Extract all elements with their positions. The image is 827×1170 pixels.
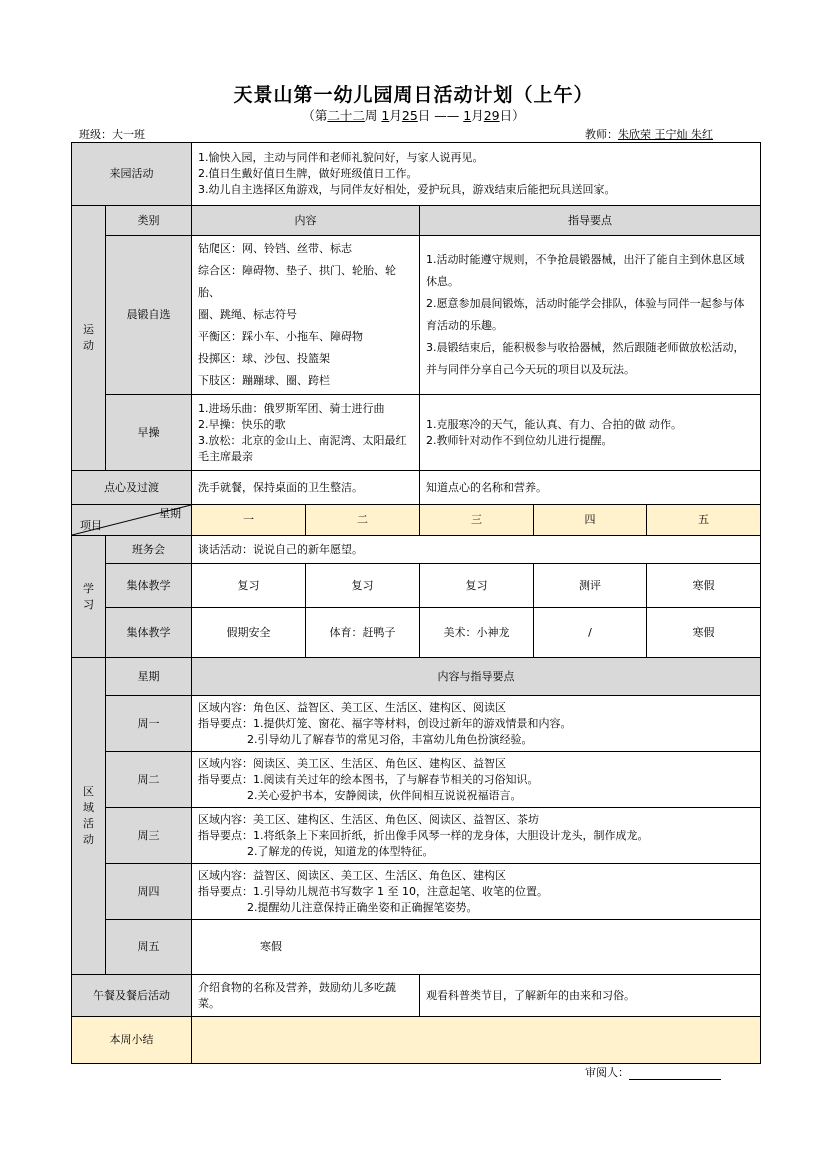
exercise-label: 早操 (106, 395, 192, 471)
area-day-row (72, 864, 761, 920)
snack-points: 知道点心的名称和营养。 (420, 471, 761, 505)
exercise-row (72, 395, 761, 471)
area-friday-label: 周五 (106, 920, 192, 975)
weekly-plan-table (71, 142, 761, 1064)
item-label: 项目 (80, 519, 102, 532)
lunch-points: 观看科普类节目，了解新年的由来和习俗。 (420, 975, 761, 1017)
class-meeting-row (72, 536, 761, 564)
group-teaching-label: 集体教学 (106, 564, 192, 608)
exercise-points: 1.克服寒冷的天气，能认真、有力、合拍的做 动作。 2.教师针对动作不到位幼儿进行提醒。 (420, 395, 761, 471)
reviewer-label: 审阅人： (585, 1066, 629, 1079)
area-friday-content: 寒假 (192, 920, 761, 975)
area-content-header: 内容与指导要点 (192, 658, 761, 696)
arrival-label: 来园活动 (72, 143, 192, 206)
content-header: 内容 (192, 206, 420, 236)
group1-cell: 复习 (420, 564, 534, 608)
exercise-content: 1.进场乐曲：俄罗斯军团、骑士进行曲 2.早操：快乐的歌 3.放松：北京的金山上、南泥湾、太阳最红毛主席最亲 (192, 395, 420, 471)
area-day-label: 周四 (106, 864, 192, 920)
class-meeting-label: 班务会 (106, 536, 192, 564)
area-day-content: 区域内容：益智区、阅读区、美工区、生活区、角色区、建构区 指导要点：1.引导幼儿规范书写数字 1 至 10，注意起笔、收笔的位置。 2.提醒幼儿注意保持正确坐姿和正确握笔姿势。 (192, 864, 761, 920)
group2-cell: / (534, 608, 647, 658)
morning-label: 晨锻自选 (106, 236, 192, 395)
day-friday: 五 (647, 505, 761, 536)
morning-exercise-row (72, 236, 761, 395)
area-day-label: 周二 (106, 752, 192, 808)
area-day-row (72, 808, 761, 864)
area-day-label: 周一 (106, 696, 192, 752)
reviewer-signature (585, 1064, 721, 1080)
group2-cell: 美术：小神龙 (420, 608, 534, 658)
points-header: 指导要点 (420, 206, 761, 236)
sports-header-row (72, 206, 761, 236)
group-teaching-row-1 (72, 564, 761, 608)
arrival-row (72, 143, 761, 206)
area-day-content: 区域内容：阅读区、美工区、生活区、角色区、建构区、益智区 指导要点：1.阅读有关过年的绘本图书，了与解春节相关的习俗知识。 2.关心爱护书本，安静阅读，伙伴间相互说说祝福语言。 (192, 752, 761, 808)
category-header: 类别 (106, 206, 192, 236)
sports-label: 运动 (72, 206, 106, 471)
day-wednesday: 三 (420, 505, 534, 536)
group2-cell: 假期安全 (192, 608, 306, 658)
week-item-diagonal-header (72, 505, 192, 536)
area-header-row (72, 658, 761, 696)
reviewer-line (629, 1068, 721, 1080)
morning-points: 1.活动时能遵守规则，不争抢晨锻器械，出汗了能自主到休息区域休息。 2.愿意参加晨间锻炼，活动时能学会排队，体验与同伴一起参与体育活动的乐趣。 3.晨锻结束后，能积极参与收拾器械，然后跟随老师做放松活动，并与同伴分享自己今天玩的项目以及玩法。 (420, 236, 761, 395)
summary-content (192, 1017, 761, 1064)
lunch-row (72, 975, 761, 1017)
area-week-header: 星期 (106, 658, 192, 696)
morning-content: 钻爬区：网、铃铛、丝带、标志 综合区：障碍物、垫子、拱门、轮胎、轮胎、 圈、跳绳、标志符号 平衡区：踩小车、小拖车、障碍物 投掷区：球、沙包、投篮架 下肢区：蹦蹦球、圈、跨栏 (192, 236, 420, 395)
group1-cell: 复习 (192, 564, 306, 608)
area-friday-row (72, 920, 761, 975)
study-label: 学习 (72, 536, 106, 658)
snack-row (72, 471, 761, 505)
area-day-row (72, 752, 761, 808)
area-day-row (72, 696, 761, 752)
group1-cell: 寒假 (647, 564, 761, 608)
class-meeting-content: 谈话活动：说说自己的新年愿望。 (192, 536, 761, 564)
date-range: （第二十二周 1月25日 —— 1月29日） (302, 108, 525, 123)
page-title: 天景山第一幼儿园周日活动计划（上午） (233, 84, 594, 106)
group2-cell: 体育：赶鸭子 (306, 608, 420, 658)
day-monday: 一 (192, 505, 306, 536)
weekday-header-row (72, 505, 761, 536)
class-value: 大一班 (112, 126, 198, 143)
group-teaching-row-2 (72, 608, 761, 658)
summary-label: 本周小结 (72, 1017, 192, 1064)
snack-label: 点心及过渡 (72, 471, 192, 505)
area-label: 区域活动 (72, 658, 106, 975)
teacher-info: 教师：朱欣荣 王宁灿 朱红 (585, 128, 713, 141)
lunch-label: 午餐及餐后活动 (72, 975, 192, 1017)
group2-cell: 寒假 (647, 608, 761, 658)
area-day-content: 区域内容：美工区、建构区、生活区、角色区、阅读区、益智区、茶坊 指导要点：1.将纸条上下来回折纸，折出像手风琴一样的龙身体，大胆设计龙头，制作成龙。 2.了解龙的传说，知道龙的体型特征。 (192, 808, 761, 864)
class-info: 班级：大一班 (79, 126, 198, 143)
area-day-label: 周三 (106, 808, 192, 864)
summary-row (72, 1017, 761, 1064)
day-thursday: 四 (534, 505, 647, 536)
snack-content: 洗手就餐，保持桌面的卫生整洁。 (192, 471, 420, 505)
teacher-value: 朱欣荣 王宁灿 朱红 (618, 128, 713, 141)
group1-cell: 复习 (306, 564, 420, 608)
day-tuesday: 二 (306, 505, 420, 536)
lunch-content: 介绍食物的名称及营养，鼓励幼儿多吃蔬菜。 (192, 975, 420, 1017)
area-day-content: 区域内容：角色区、益智区、美工区、生活区、建构区、阅读区 指导要点：1.提供灯笼、窗花、福字等材料，创设过新年的游戏情景和内容。 2.引导幼儿了解春节的常见习俗，丰富幼儿角色扮演经验。 (192, 696, 761, 752)
week-label: 星期 (159, 507, 181, 520)
group-teaching-label: 集体教学 (106, 608, 192, 658)
group1-cell: 测评 (534, 564, 647, 608)
arrival-content: 1.愉快入园，主动与同伴和老师礼貌问好，与家人说再见。 2.值日生戴好值日生牌，做好班级值日工作。 3.幼儿自主选择区角游戏，与同伴友好相处，爱护玩具，游戏结束后能把玩具送回家。 (192, 143, 761, 206)
